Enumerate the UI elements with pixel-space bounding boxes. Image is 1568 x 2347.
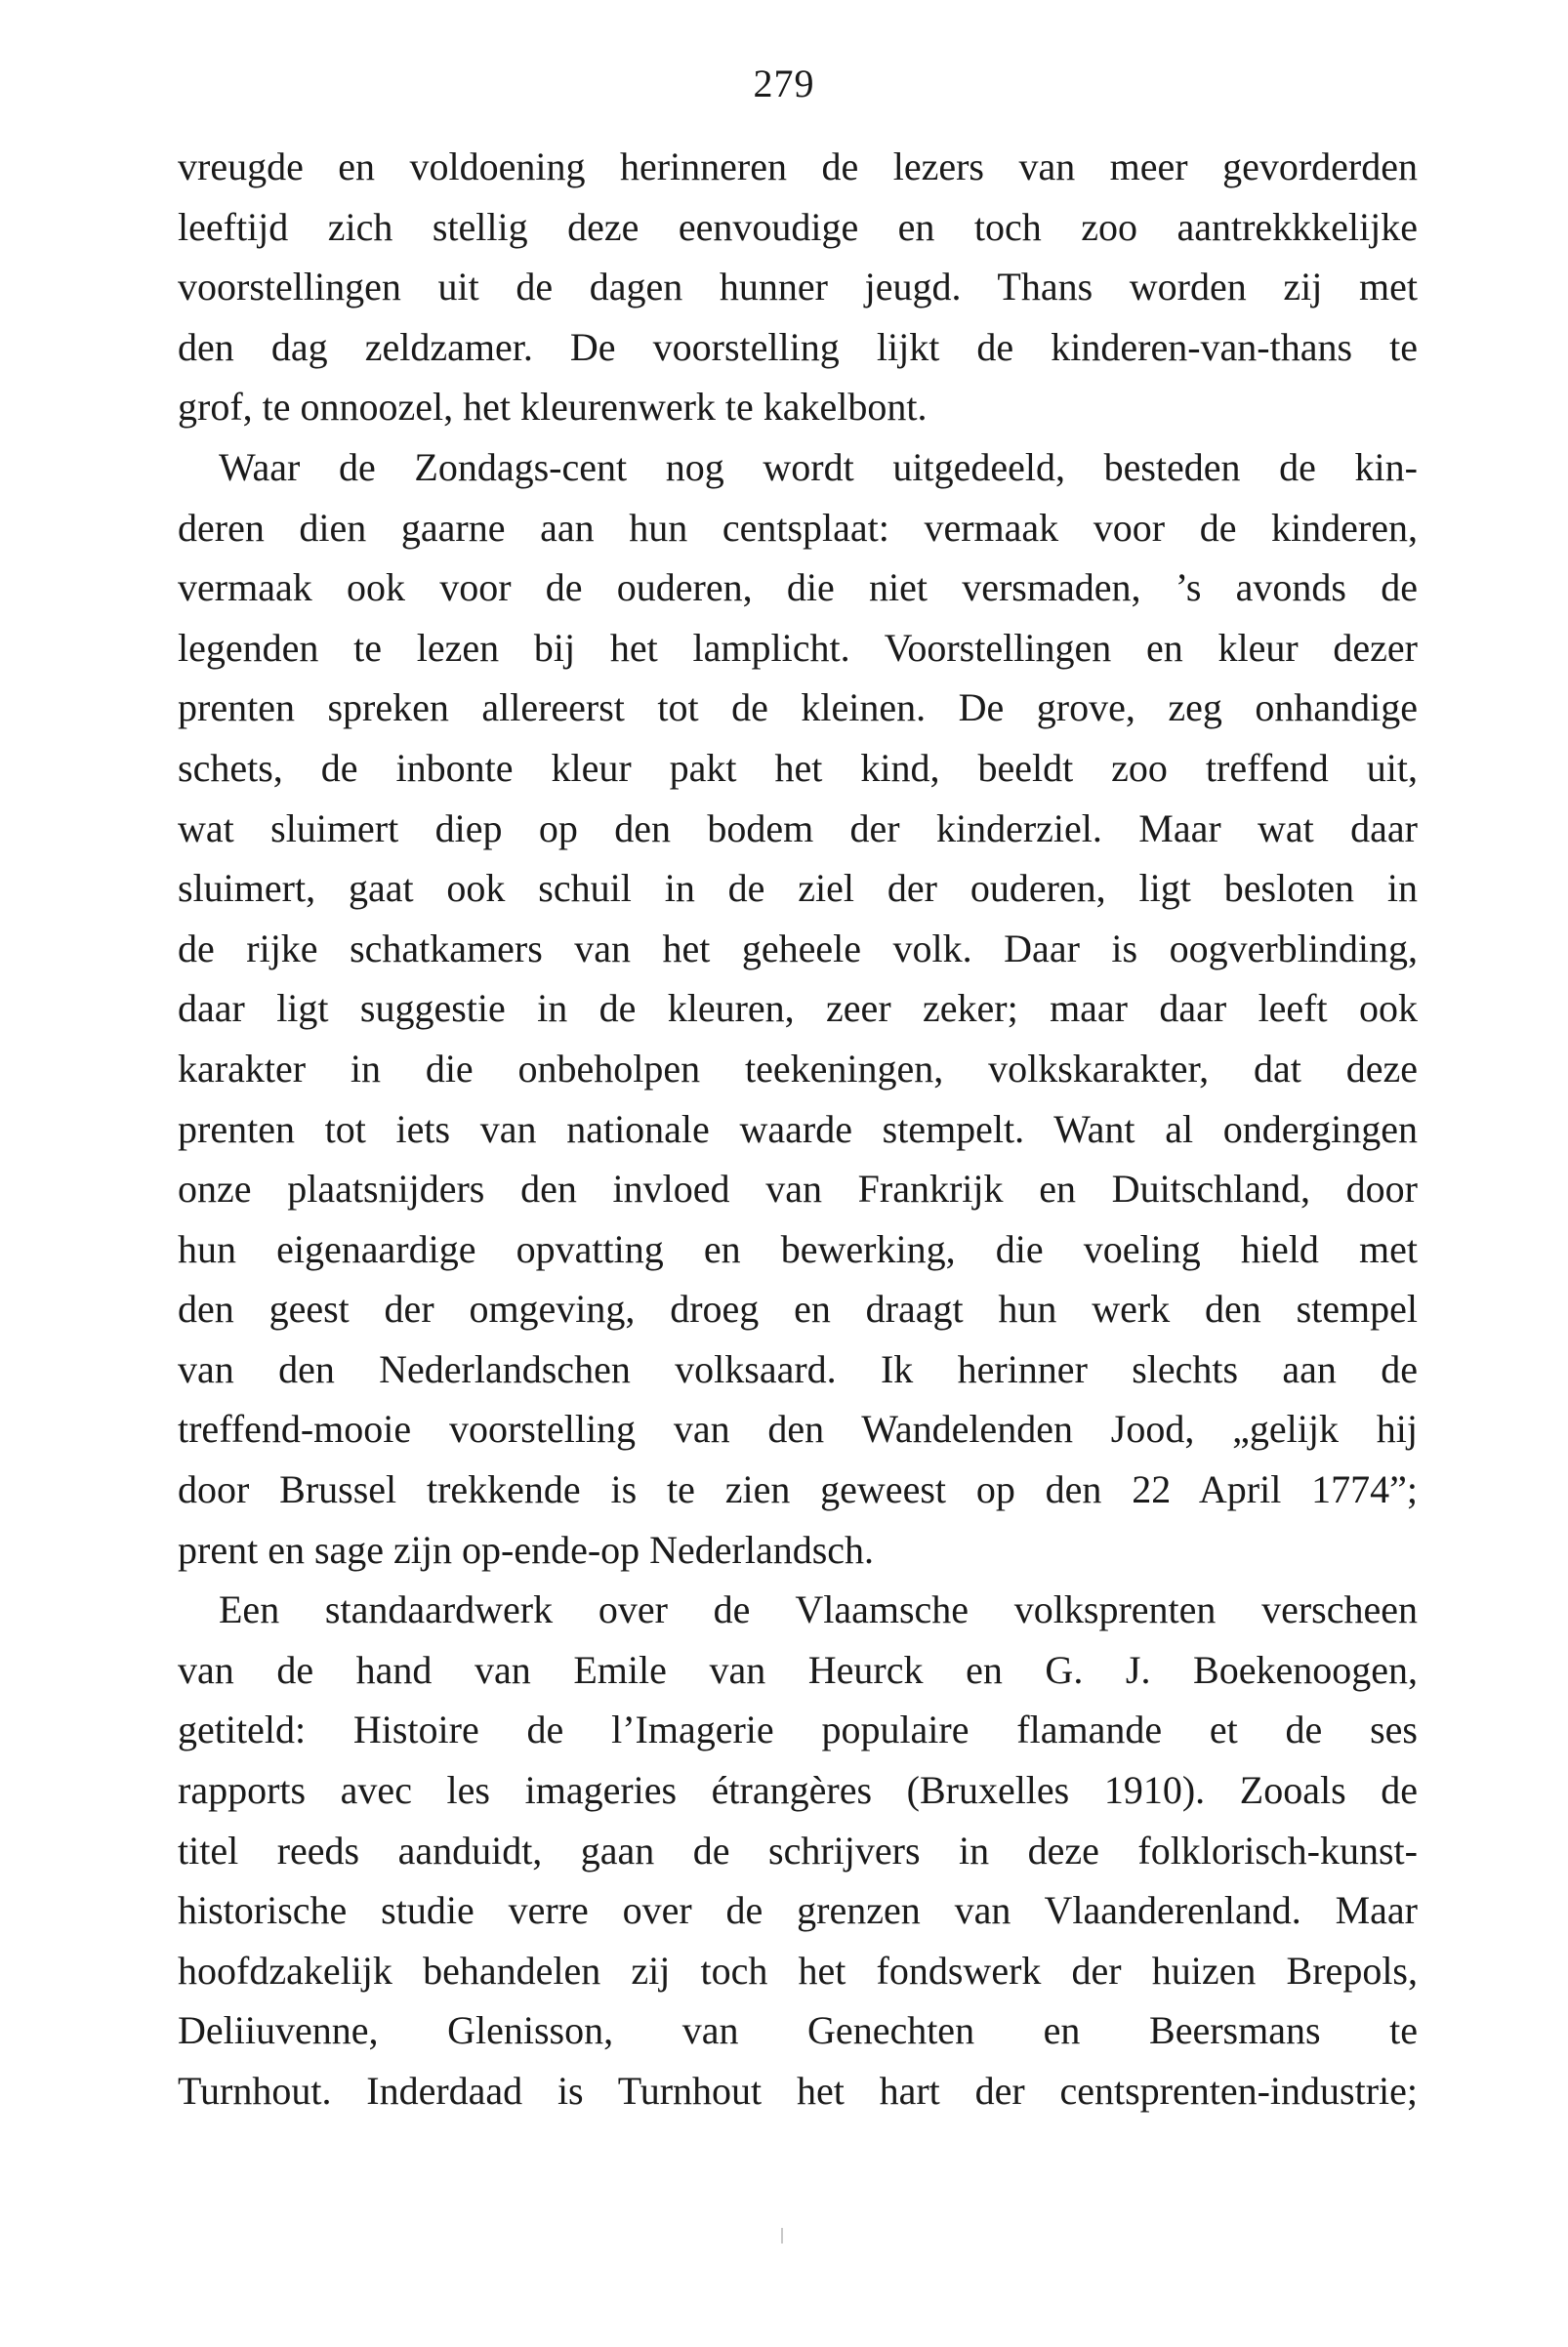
text-line: legenden te lezen bij het lamplicht. Voorstellingen en kleur dezer bbox=[178, 625, 1418, 670]
printer-mark bbox=[781, 2228, 783, 2244]
text-line: schets, de inbonte kleur pakt het kind, beeldt zoo treffend uit, bbox=[178, 745, 1418, 790]
text-line: grof, te onnoozel, het kleurenwerk te kakelbont. bbox=[178, 385, 928, 430]
text-line: prenten tot iets van nationale waarde stempelt. Want al ondergingen bbox=[178, 1106, 1418, 1151]
text-line: karakter in die onbeholpen teekeningen, volkskarakter, dat deze bbox=[178, 1046, 1418, 1091]
page-number: 279 bbox=[753, 62, 815, 105]
text-line: Turnhout. Inderdaad is Turnhout het hart der centsprenten-industrie; bbox=[178, 2069, 1418, 2113]
text-line: prenten spreken allereerst tot de kleinen. De grove, zeg onhandige bbox=[178, 685, 1418, 730]
text-line: Waar de Zondags-cent nog wordt uitgedeeld, besteden de kin- bbox=[219, 444, 1418, 489]
text-line: van den Nederlandschen volksaard. Ik herinner slechts aan de bbox=[178, 1346, 1418, 1391]
text-line: hun eigenaardige opvatting en bewerking, die voeling hield met bbox=[178, 1226, 1418, 1271]
text-line: vreugde en voldoening herinneren de lezers van meer gevorderden bbox=[178, 144, 1418, 188]
text-line: titel reeds aanduidt, gaan de schrijvers in deze folklorisch-kunst- bbox=[178, 1828, 1418, 1873]
text-line: getiteld: Histoire de l’Imagerie populaire flamande et de ses bbox=[178, 1708, 1418, 1752]
text-line: treffend-mooie voorstelling van den Wandelenden Jood, „gelijk hij bbox=[178, 1407, 1418, 1452]
text-line: wat sluimert diep op den bodem der kinderziel. Maar wat daar bbox=[178, 805, 1418, 850]
text-line: deren dien gaarne aan hun centsplaat: vermaak voor de kinderen, bbox=[178, 505, 1418, 550]
text-line: sluimert, gaat ook schuil in de ziel der ouderen, ligt besloten in bbox=[178, 866, 1418, 911]
text-line: door Brussel trekkende is te zien geweest op den 22 April 1774”; bbox=[178, 1467, 1418, 1512]
text-line: prent en sage zijn op-ende-op Nederlandsch. bbox=[178, 1527, 875, 1572]
text-line: hoofdzakelijk behandelen zij toch het fondswerk der huizen Brepols, bbox=[178, 1948, 1418, 1993]
text-line: van de hand van Emile van Heurck en G. J. Boekenoogen, bbox=[178, 1647, 1418, 1692]
text-line: de rijke schatkamers van het geheele volk. Daar is oogverblinding, bbox=[178, 926, 1418, 970]
text-line: Deliiuvenne, Glenisson, van Genechten en Beersmans te bbox=[178, 2008, 1418, 2053]
text-line: rapports avec les imageries étrangères (Bruxelles 1910). Zooals de bbox=[178, 1768, 1418, 1813]
body-text bbox=[178, 137, 1418, 2121]
text-line: voorstellingen uit de dagen hunner jeugd. Thans worden zij met bbox=[178, 265, 1418, 309]
text-line: daar ligt suggestie in de kleuren, zeer zeker; maar daar leeft ook bbox=[178, 986, 1418, 1031]
text-line: vermaak ook voor de ouderen, die niet versmaden, ’s avonds de bbox=[178, 565, 1418, 610]
text-line: leeftijd zich stellig deze eenvoudige en toch zoo aantrekkkelijke bbox=[178, 204, 1418, 249]
text-line: den geest der omgeving, droeg en draagt hun werk den stempel bbox=[178, 1287, 1418, 1332]
text-line: den dag zeldzamer. De voorstelling lijkt de kinderen-van-thans te bbox=[178, 324, 1418, 369]
text-line: onze plaatsnijders den invloed van Frankrijk en Duitschland, door bbox=[178, 1167, 1418, 1212]
text-line: historische studie verre over de grenzen van Vlaanderenland. Maar bbox=[178, 1888, 1418, 1933]
text-line: Een standaardwerk over de Vlaamsche volksprenten verscheen bbox=[219, 1587, 1418, 1632]
